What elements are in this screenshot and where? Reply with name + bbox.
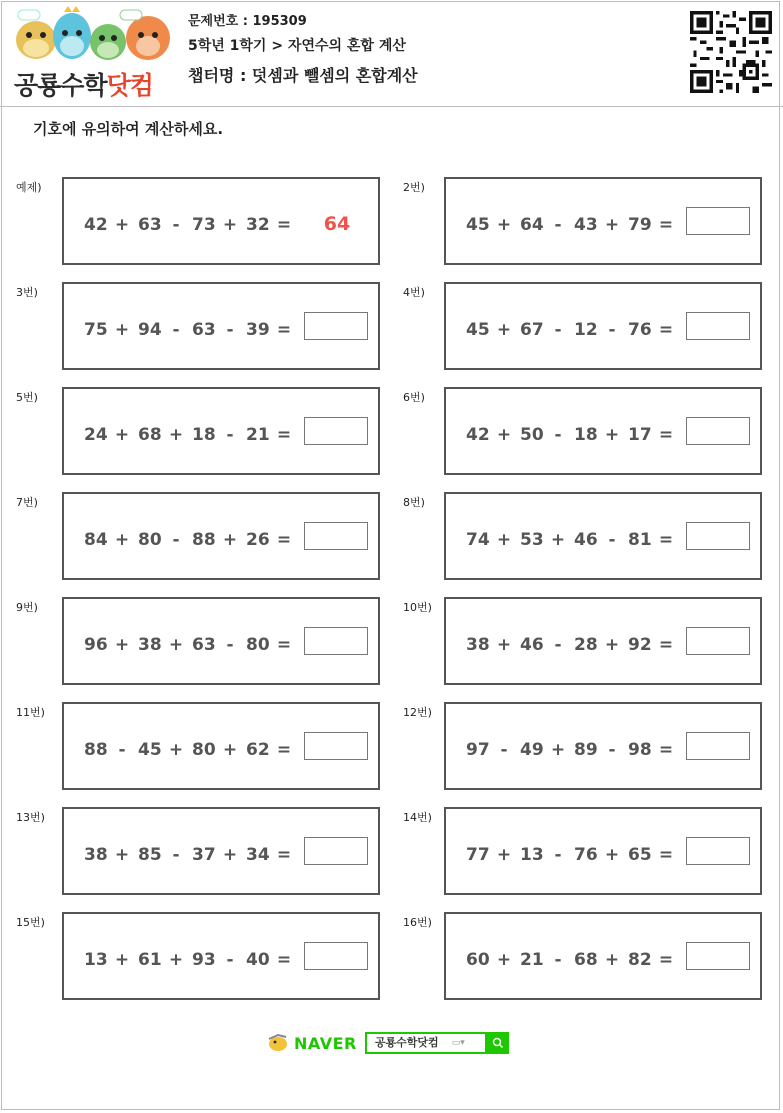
operator: +	[114, 530, 130, 550]
qr-code-icon[interactable]	[690, 11, 772, 93]
expression	[84, 320, 300, 340]
operator: +	[168, 950, 184, 970]
problem-box	[62, 492, 380, 580]
problem-label: 16번)	[403, 916, 432, 929]
equals-sign: =	[658, 530, 674, 550]
problem-box	[62, 807, 380, 895]
expression	[466, 425, 682, 445]
answer-box[interactable]	[686, 627, 750, 655]
operand: 76	[628, 320, 652, 340]
problem-box	[444, 177, 762, 265]
example-answer: 64	[323, 213, 351, 235]
problem-number: 문제번호 : 195309	[188, 14, 307, 29]
equals-sign: =	[658, 425, 674, 445]
answer-box[interactable]	[686, 942, 750, 970]
expression	[466, 845, 682, 865]
problem-box	[62, 387, 380, 475]
operator: -	[554, 215, 562, 235]
expression	[466, 740, 682, 760]
operator: +	[550, 740, 566, 760]
operand: 37	[192, 845, 216, 865]
operand: 92	[628, 635, 652, 655]
answer-box[interactable]	[304, 522, 368, 550]
operand: 85	[138, 845, 162, 865]
operator: -	[554, 845, 562, 865]
operand: 67	[520, 320, 544, 340]
operand: 76	[574, 845, 598, 865]
answer-box[interactable]	[304, 837, 368, 865]
operand: 81	[628, 530, 652, 550]
problem-label: 예제)	[16, 181, 42, 194]
brand-name: 공룡수학닷컴	[14, 71, 153, 100]
problem-box	[62, 702, 380, 790]
operator: -	[554, 950, 562, 970]
answer-box[interactable]	[686, 732, 750, 760]
operand: 17	[628, 425, 652, 445]
problem-box	[444, 492, 762, 580]
operand: 97	[466, 740, 490, 760]
operator: -	[226, 320, 234, 340]
problem-box	[444, 702, 762, 790]
equals-sign: =	[658, 845, 674, 865]
operand: 24	[84, 425, 108, 445]
operand: 63	[192, 320, 216, 340]
operand: 43	[574, 215, 598, 235]
operand: 38	[84, 845, 108, 865]
operand: 80	[246, 635, 270, 655]
answer-box[interactable]	[686, 522, 750, 550]
problem-label: 4번)	[403, 286, 425, 299]
operator: -	[226, 635, 234, 655]
chapter-title: 챕터명 : 덧셈과 뺄셈의 혼합계산	[188, 66, 418, 85]
answer-box[interactable]	[686, 312, 750, 340]
problem-box	[62, 912, 380, 1000]
operand: 45	[466, 215, 490, 235]
operator: -	[554, 320, 562, 340]
operator: -	[608, 320, 616, 340]
operand: 63	[138, 215, 162, 235]
dinosaur-mascots-icon	[12, 6, 174, 68]
problem-box	[444, 282, 762, 370]
search-text: 공룡수학닷컴	[374, 1036, 439, 1049]
naver-label: NAVER	[294, 1033, 357, 1053]
operator: +	[222, 530, 238, 550]
operand: 38	[138, 635, 162, 655]
operator: -	[608, 530, 616, 550]
operand: 53	[520, 530, 544, 550]
search-icon	[492, 1037, 504, 1049]
expression	[466, 320, 682, 340]
problem-label: 10번)	[403, 601, 432, 614]
grade-unit: 5학년 1학기 > 자연수의 혼합 계산	[188, 38, 406, 54]
operand: 18	[192, 425, 216, 445]
problem-label: 11번)	[16, 706, 45, 719]
operand: 68	[574, 950, 598, 970]
problem-label: 3번)	[16, 286, 38, 299]
site-logo[interactable]	[12, 6, 174, 98]
operator: +	[222, 215, 238, 235]
problem-box	[444, 807, 762, 895]
operand: 82	[628, 950, 652, 970]
operand: 60	[466, 950, 490, 970]
expression	[84, 845, 300, 865]
expression	[466, 530, 682, 550]
operand: 49	[520, 740, 544, 760]
equals-sign: =	[276, 950, 292, 970]
expression	[466, 215, 682, 235]
operator: +	[604, 845, 620, 865]
operator: -	[500, 740, 508, 760]
operator: +	[604, 425, 620, 445]
operand: 89	[574, 740, 598, 760]
expression	[84, 215, 300, 235]
problem-label: 2번)	[403, 181, 425, 194]
operand: 84	[84, 530, 108, 550]
equals-sign: =	[276, 740, 292, 760]
problem-box	[62, 597, 380, 685]
equals-sign: =	[658, 740, 674, 760]
answer-box[interactable]	[304, 627, 368, 655]
problem-label: 14번)	[403, 811, 432, 824]
operator: -	[172, 215, 180, 235]
operand: 39	[246, 320, 270, 340]
operand: 50	[520, 425, 544, 445]
operand: 98	[628, 740, 652, 760]
instruction-text: 기호에 유의하여 계산하세요.	[33, 120, 224, 138]
answer-box[interactable]	[686, 207, 750, 235]
operand: 21	[246, 425, 270, 445]
answer-box[interactable]	[686, 417, 750, 445]
problem-label: 12번)	[403, 706, 432, 719]
operator: +	[496, 215, 512, 235]
operator: +	[496, 425, 512, 445]
operator: +	[604, 215, 620, 235]
equals-sign: =	[276, 530, 292, 550]
equals-sign: =	[658, 950, 674, 970]
operand: 94	[138, 320, 162, 340]
problem-label: 9번)	[16, 601, 38, 614]
answer-box[interactable]	[304, 942, 368, 970]
operand: 26	[246, 530, 270, 550]
operator: +	[114, 635, 130, 655]
operand: 34	[246, 845, 270, 865]
operand: 61	[138, 950, 162, 970]
operand: 88	[192, 530, 216, 550]
operand: 45	[466, 320, 490, 340]
search-button[interactable]	[487, 1032, 509, 1054]
operator: +	[496, 635, 512, 655]
problem-label: 7번)	[16, 496, 38, 509]
operator: +	[604, 950, 620, 970]
operand: 12	[574, 320, 598, 340]
operator: +	[114, 425, 130, 445]
operand: 96	[84, 635, 108, 655]
expression	[84, 425, 300, 445]
expression	[466, 635, 682, 655]
operand: 13	[84, 950, 108, 970]
operator: +	[222, 740, 238, 760]
equals-sign: =	[658, 215, 674, 235]
operand: 77	[466, 845, 490, 865]
operator: +	[168, 740, 184, 760]
operator: -	[226, 425, 234, 445]
operator: +	[496, 530, 512, 550]
operand: 28	[574, 635, 598, 655]
operand: 32	[246, 215, 270, 235]
operator: -	[554, 635, 562, 655]
expression	[84, 530, 300, 550]
operand: 93	[192, 950, 216, 970]
operand: 42	[84, 215, 108, 235]
problem-box	[62, 177, 380, 265]
operator: +	[168, 635, 184, 655]
operator: +	[114, 950, 130, 970]
operator: -	[608, 740, 616, 760]
naver-search-banner[interactable]	[266, 1030, 509, 1056]
operand: 46	[520, 635, 544, 655]
operand: 79	[628, 215, 652, 235]
problem-box	[444, 912, 762, 1000]
operand: 88	[84, 740, 108, 760]
operator: -	[118, 740, 126, 760]
operand: 62	[246, 740, 270, 760]
operand: 68	[138, 425, 162, 445]
operand: 65	[628, 845, 652, 865]
operator: +	[496, 845, 512, 865]
problem-label: 5번)	[16, 391, 38, 404]
answer-box[interactable]	[304, 417, 368, 445]
naver-mascot-icon	[266, 1033, 290, 1053]
worksheet-info	[188, 12, 418, 90]
operator: -	[554, 425, 562, 445]
operator: +	[222, 845, 238, 865]
answer-box[interactable]	[304, 732, 368, 760]
operator: +	[550, 530, 566, 550]
operator: -	[172, 845, 180, 865]
naver-logo[interactable]	[266, 1033, 357, 1053]
problem-label: 8번)	[403, 496, 425, 509]
operator: +	[604, 635, 620, 655]
expression	[84, 950, 300, 970]
operator: +	[168, 425, 184, 445]
problem-box	[444, 597, 762, 685]
operand: 21	[520, 950, 544, 970]
operand: 75	[84, 320, 108, 340]
operand: 18	[574, 425, 598, 445]
operand: 13	[520, 845, 544, 865]
expression	[466, 950, 682, 970]
operand: 80	[192, 740, 216, 760]
operator: -	[172, 530, 180, 550]
equals-sign: =	[276, 215, 292, 235]
operator: +	[114, 215, 130, 235]
operator: -	[172, 320, 180, 340]
equals-sign: =	[276, 320, 292, 340]
equals-sign: =	[658, 635, 674, 655]
worksheet-header	[0, 0, 783, 107]
equals-sign: =	[276, 425, 292, 445]
operand: 38	[466, 635, 490, 655]
problem-label: 13번)	[16, 811, 45, 824]
problem-box	[62, 282, 380, 370]
naver-search-input[interactable]	[365, 1032, 487, 1054]
keyboard-icon[interactable]: ▭▾	[451, 1038, 465, 1048]
operand: 64	[520, 215, 544, 235]
equals-sign: =	[276, 635, 292, 655]
problem-box	[444, 387, 762, 475]
expression	[84, 740, 300, 760]
problem-label: 6번)	[403, 391, 425, 404]
operator: -	[226, 950, 234, 970]
operand: 74	[466, 530, 490, 550]
expression	[84, 635, 300, 655]
equals-sign: =	[658, 320, 674, 340]
operator: +	[496, 320, 512, 340]
operand: 45	[138, 740, 162, 760]
equals-sign: =	[276, 845, 292, 865]
operand: 40	[246, 950, 270, 970]
operator: +	[114, 845, 130, 865]
answer-box[interactable]	[686, 837, 750, 865]
operand: 80	[138, 530, 162, 550]
operator: +	[114, 320, 130, 340]
operand: 73	[192, 215, 216, 235]
answer-box[interactable]	[304, 312, 368, 340]
operand: 63	[192, 635, 216, 655]
operand: 42	[466, 425, 490, 445]
operand: 46	[574, 530, 598, 550]
problem-label: 15번)	[16, 916, 45, 929]
operator: +	[496, 950, 512, 970]
